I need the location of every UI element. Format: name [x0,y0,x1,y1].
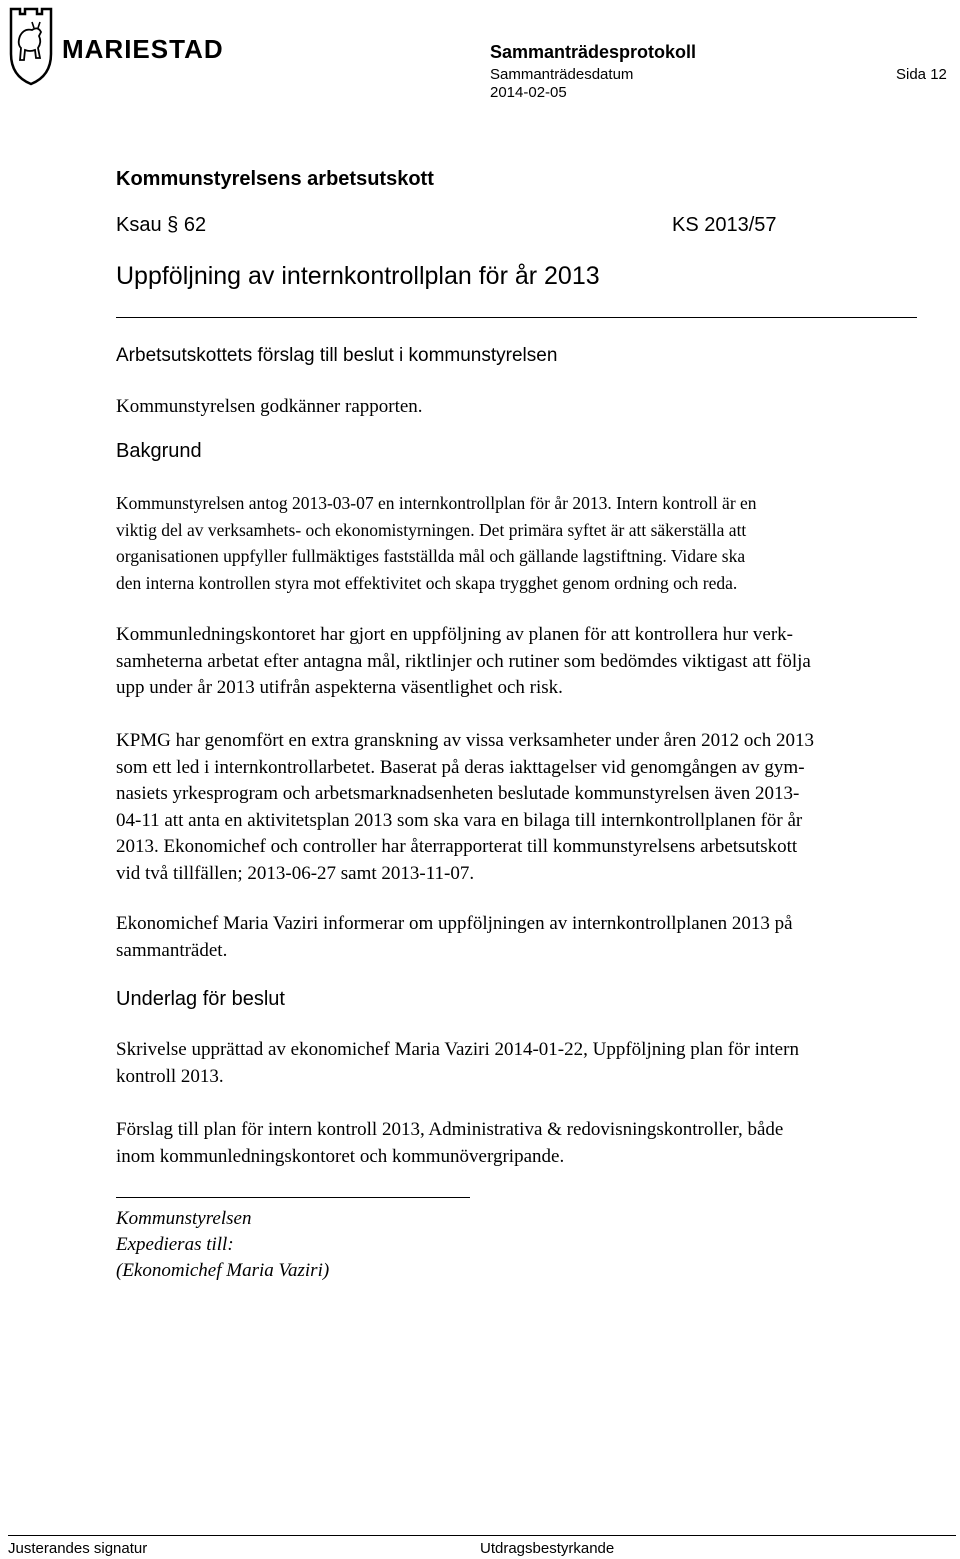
distribution-recipient: Kommunstyrelsen [116,1208,252,1229]
document-title: Sammanträdesprotokoll [490,42,697,62]
meeting-date: 2014-02-05 [490,84,567,101]
text-line: samheterna arbetat efter antagna mål, riktlinjer och rutiner som bedömdes viktigast att följa [116,650,811,672]
text-line: KPMG har genomfört en extra granskning av vissa verksamheter under åren 2012 och 2013 [116,730,815,751]
text-line: Kommunledningskontoret har gjort en uppföljning av planen för att kontrollera hur verk- [116,624,793,645]
distribution-block [116,1206,329,1284]
text-line: nasiets yrkesprogram och arbetsmarknadsenheten beslutade kommunstyrelsen även 2013- [116,783,800,804]
text-line: som ett led i internkontrollarbetet. Baserat på deras iakttagelser vid genomgången av gym- [116,756,805,778]
background-heading: Bakgrund [116,440,202,462]
background-paragraph-4 [116,911,956,964]
text-line: Ekonomichef Maria Vaziri informerar om uppföljningen av internkontrollplanen 2013 på [116,913,793,934]
text-line: 2013. Ekonomichef och controller har återrapporterat till kommunstyrelsens arbetsutskott [116,836,798,857]
subject-title: Uppföljning av internkontrollplan för år 2013 [116,262,600,290]
text-line: viktig del av verksamhets- och ekonomistyrningen. Det primära syftet är att säkerställa att [116,519,747,540]
proposal-text: Kommunstyrelsen godkänner rapporten. [116,396,423,417]
committee-name: Kommunstyrelsens arbetsutskott [116,168,434,190]
distribution-divider [116,1197,470,1198]
text-line: sammanträdet. [116,939,228,961]
text-line: 04-11 att anta en aktivitetsplan 2013 som ska vara en bilaga till internkontrollplanen för år [116,809,803,831]
text-line: Kommunstyrelsen antog 2013-03-07 en internkontrollplan för år 2013. Intern kontroll är en [116,493,757,513]
text-line: kontroll 2013. [116,1065,224,1087]
text-line: inom kommunledningskontoret och kommunövergripande. [116,1145,565,1167]
text-line: Förslag till plan för intern kontroll 2013, Administrativa & redovisningskontroller, både [116,1119,784,1140]
page-number: Sida 12 [896,66,947,83]
text-line: Skrivelse upprättad av ekonomichef Maria Vaziri 2014-01-22, Uppföljning plan för intern [116,1039,799,1060]
text-line: den interna kontrollen styra mot effektivitet och skapa trygghet genom ordning och reda. [116,572,738,593]
text-line: organisationen uppfyller fullmäktiges fastställda mål och gällande lagstiftning. Vidare ska [116,546,746,566]
text-line: upp under år 2013 utifrån aspekterna väsentlighet och risk. [116,677,563,698]
basis-heading: Underlag för beslut [116,988,285,1010]
basis-item-2 [116,1117,956,1170]
brand-wordmark: MARIESTAD [62,34,224,64]
paragraph-reference: Ksau § 62 [116,214,207,236]
proposal-heading: Arbetsutskottets förslag till beslut i kommunstyrelsen [116,345,558,366]
distribution-addressee: (Ekonomichef Maria Vaziri) [116,1260,330,1281]
basis-item-1 [116,1037,956,1090]
coat-of-arms-icon [8,6,54,86]
footer-signature-label: Justerandes signatur [8,1540,148,1557]
case-number: KS 2013/57 [672,214,777,236]
meeting-date-label: Sammanträdesdatum [490,66,634,83]
background-paragraph-2 [116,622,956,702]
background-paragraph-3 [116,728,956,887]
footer-extract-label: Utdragsbestyrkande [480,1540,615,1557]
background-paragraph-1 [116,490,956,596]
distribution-label: Expedieras till: [116,1234,234,1255]
footer-divider [8,1535,956,1536]
text-line: vid två tillfällen; 2013-06-27 samt 2013-11-07. [116,862,475,884]
title-divider [116,317,917,318]
